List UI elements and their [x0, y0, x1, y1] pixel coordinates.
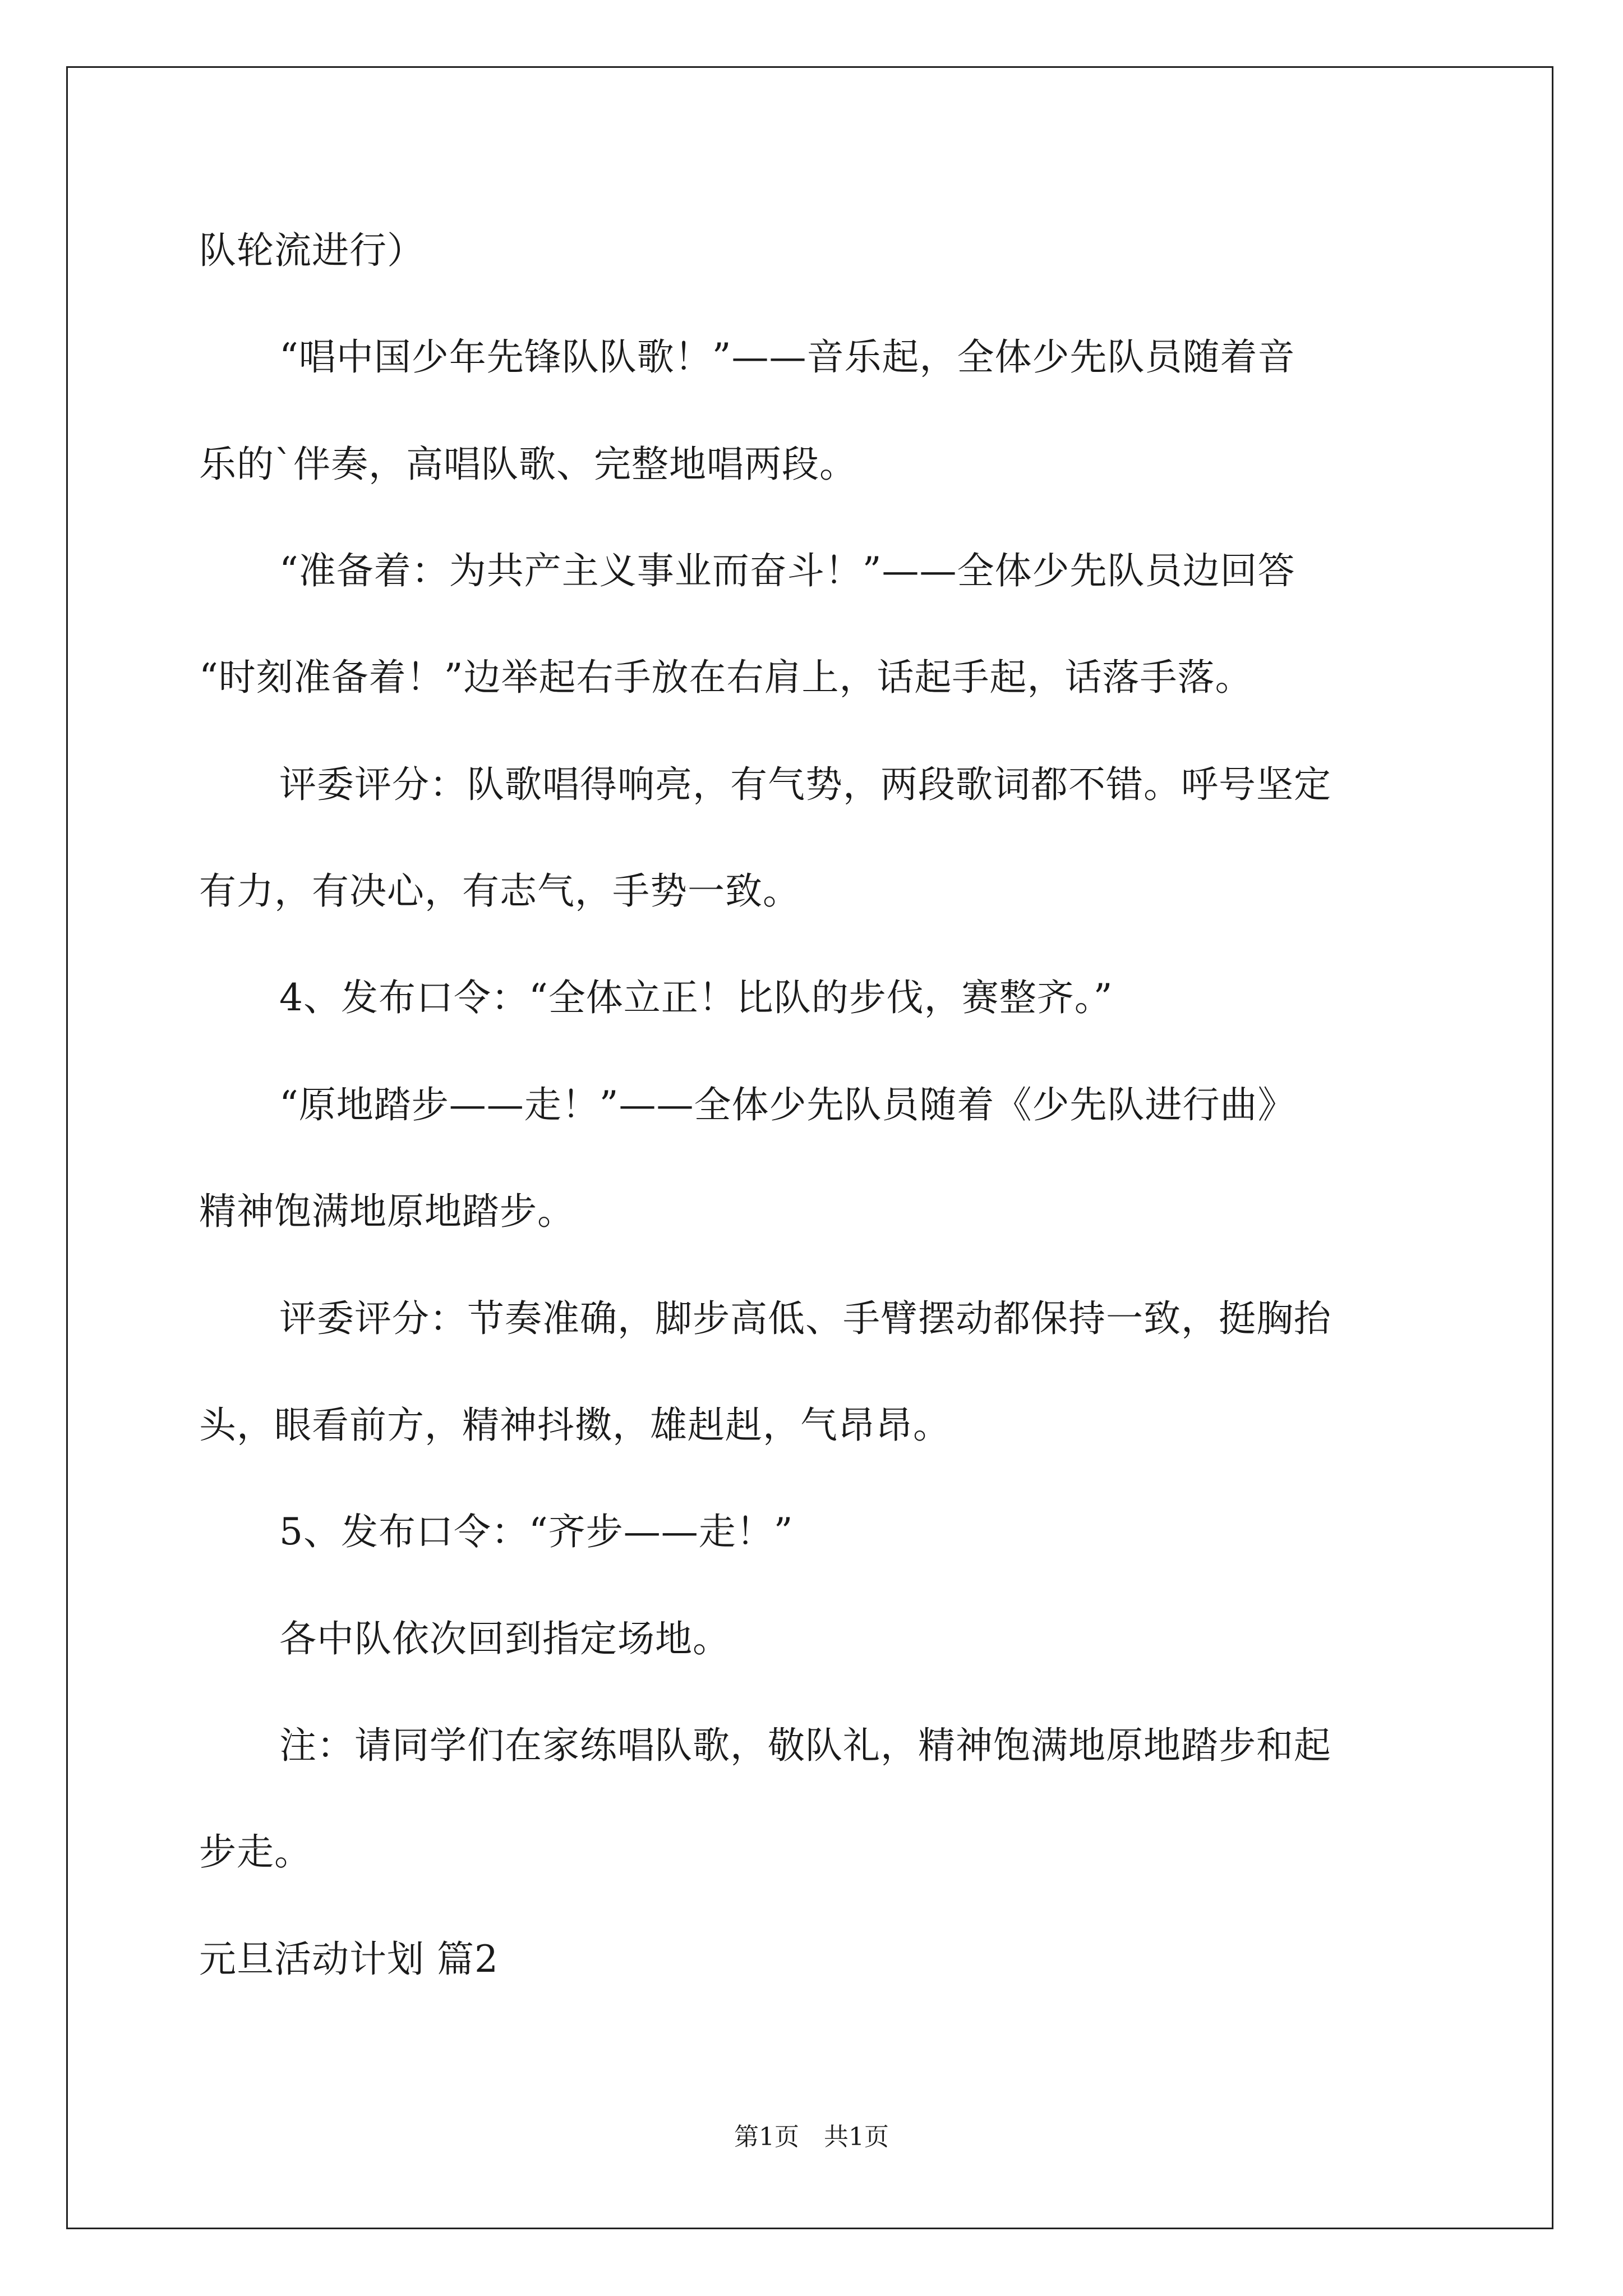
body-line-2: “唱中国少年先锋队队歌！”——音乐起，全体少先队员随着音 [279, 335, 1295, 379]
body-line-16: 步走。 [199, 1830, 312, 1874]
page-border [66, 66, 1553, 2229]
body-line-14: 各中队依次回到指定场地。 [279, 1617, 730, 1660]
page-footer [0, 2125, 1623, 2150]
body-line-13: 5、发布口令：“齐步——走！” [279, 1510, 794, 1553]
body-line-15: 注：请同学们在家练唱队歌，敬队礼，精神饱满地原地踏步和起 [279, 1724, 1331, 1767]
body-line-3: 乐的`伴奏，高唱队歌、完整地唱两段。 [199, 443, 857, 486]
body-line-1: 队轮流进行） [199, 229, 425, 272]
body-line-8: 4、发布口令：“全体立正！比队的步伐，赛整齐。” [279, 976, 1113, 1019]
section-heading: 元旦活动计划 篇2 [199, 1938, 499, 1981]
body-line-12: 头，眼看前方，精神抖擞，雄赳赳，气昂昂。 [199, 1404, 951, 1447]
body-line-11: 评委评分：节奏准确，脚步高低、手臂摆动都保持一致，挺胸抬 [279, 1297, 1331, 1340]
body-line-10: 精神饱满地原地踏步。 [199, 1190, 575, 1233]
body-line-4: “准备着：为共产主义事业而奋斗！”——全体少先队员边回答 [279, 549, 1295, 592]
body-line-9: “原地踏步——走！”——全体少先队员随着《少先队进行曲》 [279, 1083, 1295, 1126]
page-number-current: 第1页 [734, 2123, 799, 2151]
body-line-7: 有力，有决心，有志气，手势一致。 [199, 869, 800, 913]
body-line-5: “时刻准备着！”边举起右手放在右肩上，话起手起，话落手落。 [199, 656, 1253, 699]
body-line-6: 评委评分：队歌唱得响亮，有气势，两段歌词都不错。呼号坚定 [279, 763, 1331, 806]
page-number-total: 共1页 [824, 2123, 889, 2151]
